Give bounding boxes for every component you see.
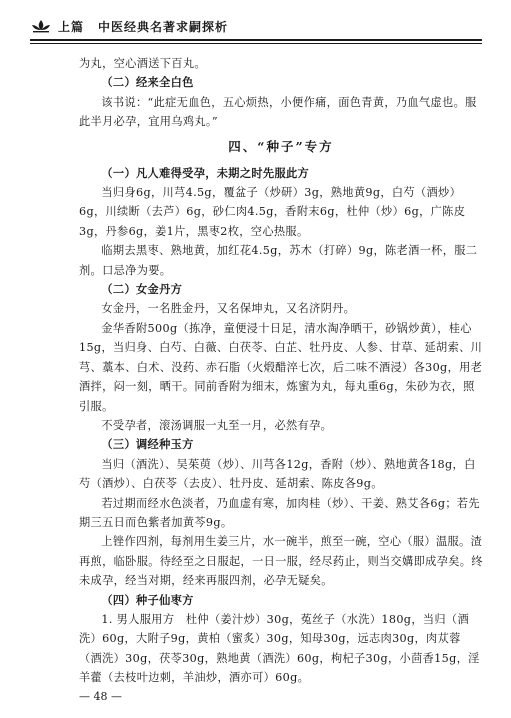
continued-line: 为丸，空心酒送下百丸。	[79, 57, 206, 70]
page-body	[79, 54, 483, 688]
paragraph-xianzao: 1. 男人服用方 杜仲（姜汁炒）30g，菟丝子（水洗）180g，当归（酒洗）60g，大附子9g，黄柏（蜜炙）30g，知母30g，远志肉30g，肉苁蓉（酒洗）30g，茯苓30g，熟地黄（酒洗）60g，枸杞子30g，小茴香15g，淫羊藿（去枝叶边刺，羊油炒，酒亦可）60g。	[79, 612, 480, 685]
header-rule-thin	[30, 43, 482, 44]
paragraph-tiaojing-3: 上锉作四剂，每剂用生姜三片，水一碗半，煎至一碗，空心（服）温服。渣再煎，临卧服。待经至之日服起，一日一服，经尽药止，则当交媾即成孕矣。终未成孕，经当对期，经来再服四剂，必孕无疑矣。	[79, 535, 483, 588]
heading-xianzao: （四）种子仙枣方	[101, 592, 194, 607]
running-header	[30, 14, 482, 38]
paragraph-nvjin-1: 女金丹，一名胜金丹，又名保坤丸，又名济阴丹。	[101, 302, 356, 316]
paragraph-fanren-2: 临期去黑枣、熟地黄，加红花4.5g，苏木（打碎）9g，陈老酒一杯，服二剂。口忌净为要。	[79, 244, 478, 277]
paragraph-tiaojing-1: 当归（酒洗）、吴茱萸（炒）、川芎各12g，香附（炒）、熟地黄各18g，白芍（酒炒）、白茯苓（去皮）、牡丹皮、延胡索、陈皮各9g。	[79, 457, 476, 491]
header-rule-thick	[30, 39, 482, 41]
section-title: 四、“种子”专方	[228, 138, 334, 154]
heading-fanren: （一）凡人难得受孕，未期之时先服此方	[101, 165, 310, 180]
heading-nvjin: （二）女金丹方	[101, 282, 183, 297]
header-part: 上篇	[58, 19, 85, 34]
header-book-title: 中医经典名著求嗣探析	[98, 19, 229, 34]
heading-tiaojing: （三）调经种玉方	[101, 437, 194, 452]
paragraph-quanbai: 该书说：“此症无血色，五心烦热，小便作痛，面色青黄，乃血气虚也。服此半月必孕，宜用乌鸡丸。”	[79, 95, 477, 129]
paragraph-tiaojing-2: 若过期而经水色淡者，乃血虚有寒，加肉桂（炒）、干姜、熟艾各6g；若先期三五日而色紫者加黄芩9g。	[79, 496, 480, 529]
heading-quanbai: （二）经来全白色	[101, 75, 194, 90]
paragraph-nvjin-2: 金华香附500g（拣净，童便浸十日足，清水淘净晒干，砂锅炒黄），桂心15g，当归身、白芍、白薇、白茯苓、白芷、牡丹皮、人参、甘草、延胡索、川芎、藁本、白术、没药、赤石脂（火煅醋淬七次，后二味不酒浸）各30g，用老酒拌，闷一刻，晒干。同前香附为细末，炼蜜为丸，每丸重6g，朱砂为衣，照引服。	[79, 321, 483, 413]
page-number: — 48 —	[79, 690, 122, 703]
paragraph-fanren-1: 当归身6g，川芎4.5g，覆盆子（炒研）3g，熟地黄9g，白芍（酒炒）6g，川续断（去芦）6g，砂仁肉4.5g，香附末6g，杜仲（炒）6g，广陈皮3g，丹参6g，姜1片，黑枣2枚，空心热服。	[79, 186, 466, 238]
lotus-logo-icon	[30, 19, 52, 33]
paragraph-nvjin-3: 不受孕者，滚汤调服一丸至一月，必然有孕。	[101, 418, 333, 432]
